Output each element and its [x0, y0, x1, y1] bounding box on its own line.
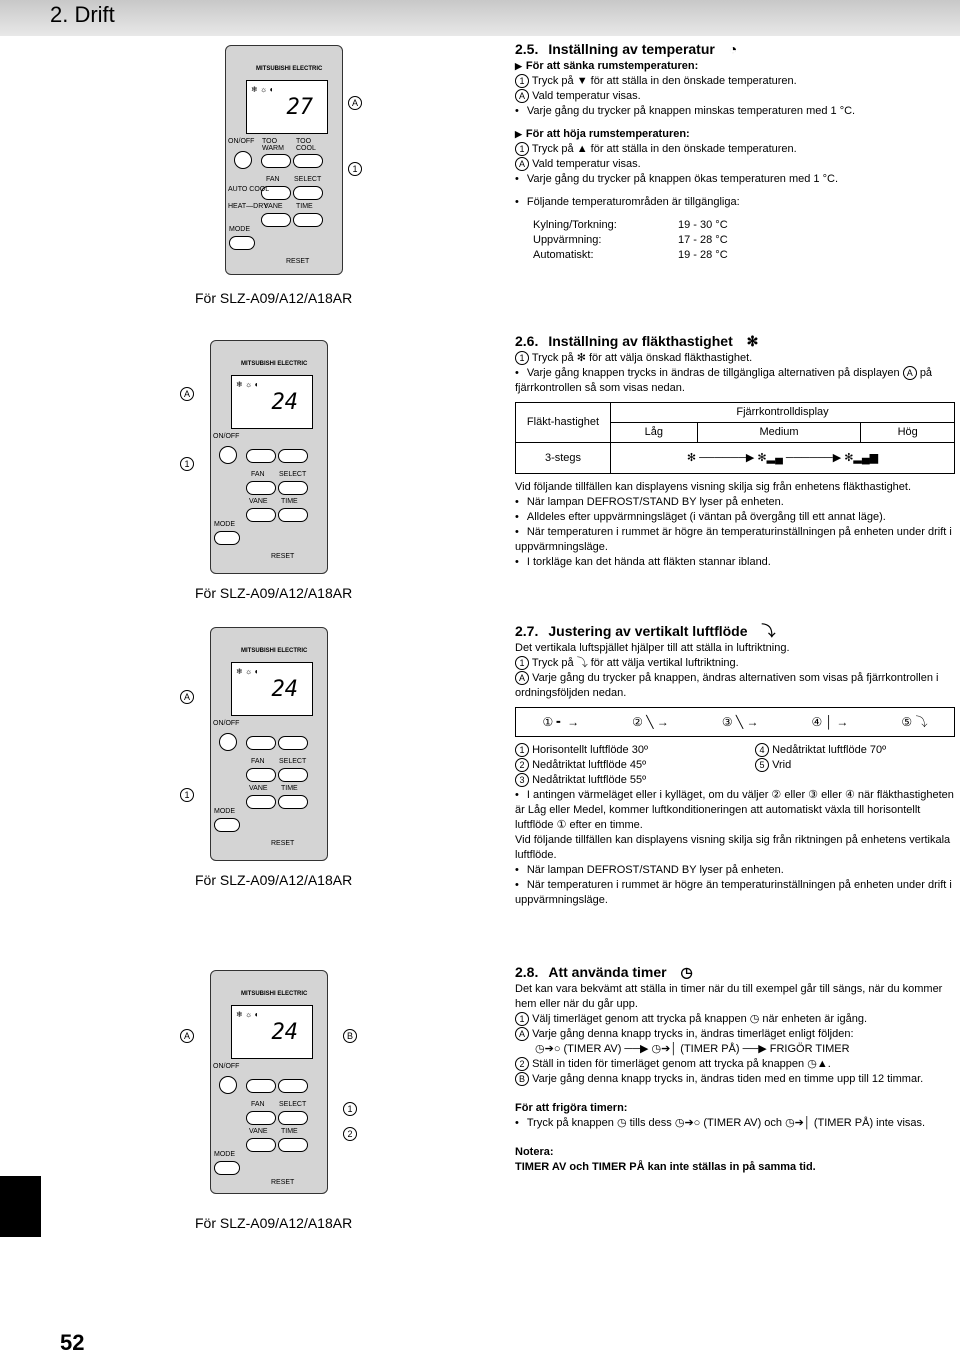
step-text: för att välja vertikal luftriktning. [590, 657, 739, 669]
auto-cool-label: AUTO COOL [228, 186, 270, 193]
lcd-temperature: 24 [271, 390, 298, 415]
brand-logo: MITSUBISHI ELECTRIC [256, 66, 323, 72]
heat-dry-label: HEAT—DRY [228, 203, 268, 210]
page-title: 2. Drift [50, 2, 115, 27]
lcd-temperature: 27 [286, 95, 313, 120]
step-text: för att ställa in den önskade temperaturen. [590, 75, 797, 87]
step-text: Tryck på [531, 143, 574, 155]
on-off-button[interactable] [219, 446, 237, 464]
step-a-icon: A [515, 1027, 529, 1041]
reset-label: RESET [286, 258, 310, 265]
on-off-button[interactable] [234, 151, 252, 169]
table-header: Fjärrkontrolldisplay [611, 403, 955, 423]
lcd-icons: ❄ ☼ ◐ [251, 85, 275, 94]
brand-logo: MITSUBISHI ELECTRIC [241, 648, 308, 654]
note: Vid följande tillfällen kan displayens visning skilja sig från riktningen på enhetens vertikala luftflöde. [515, 834, 951, 861]
mode-label: MODE [229, 226, 250, 233]
marker-1: 1 [180, 786, 194, 802]
position-text: Nedåtriktat luftflöde 45º [532, 759, 647, 771]
brand-logo: MITSUBISHI ELECTRIC [241, 361, 308, 367]
step-text: Tryck på [531, 657, 574, 669]
table-header: Fläkt-hastighet [516, 403, 611, 443]
fan-label: FAN [251, 1101, 265, 1108]
step-text: för att ställa in den önskade temperaturen. [590, 143, 797, 155]
remote-control [210, 970, 328, 1194]
remote-figure-2 [180, 335, 480, 605]
temp-ranges [533, 218, 955, 263]
time-label: TIME [281, 785, 298, 792]
vane-sequence: ① ╸ → ② ╲ → ③ ╲ → ④ │ → ⑤ ⤵ [515, 707, 955, 737]
vane-button-icon: ⤵ [576, 657, 588, 669]
section-number: 2.6. [515, 333, 539, 349]
release-title: För att frigöra timern: [515, 1102, 628, 1114]
on-off-label: ON/OFF [213, 720, 240, 727]
section-number: 2.8. [515, 964, 539, 980]
brand-logo: MITSUBISHI ELECTRIC [241, 991, 308, 997]
step-text: Vald temperatur visas. [532, 90, 641, 102]
section-heading: Inställning av temperatur [548, 41, 715, 57]
lower-title: ▶ För att sänka rumstemperaturen: [515, 59, 955, 74]
on-off-button[interactable] [219, 733, 237, 751]
temp-up-icon: ▲ [576, 143, 588, 155]
temp-up-button[interactable] [278, 1079, 308, 1093]
table-cell: Hög [861, 423, 955, 443]
fan-button[interactable] [246, 1111, 276, 1125]
mode-label: MODE [214, 808, 235, 815]
section-2-5 [515, 42, 955, 263]
bullet: • När lampan DEFROST/STAND BY lyser på enheten. [515, 863, 955, 878]
range-row: Automatiskt: 19 - 28 °C [533, 249, 728, 261]
too-warm-label-2: WARM [262, 145, 284, 152]
step-text: Ställ in tiden för timerläget genom att trycka på knappen [532, 1058, 805, 1070]
table-cell: 3-stegs [516, 443, 611, 474]
remote-caption: För SLZ-A09/A12/A18AR [195, 872, 353, 888]
note: TIMER AV och TIMER PÅ kan inte ställas in på samma tid. [515, 1161, 816, 1173]
bullet: • När temperaturen i rummet är högre än temperaturinställningen på enheten under drift i uppvärmningsläge. [515, 525, 955, 555]
fan-button-icon: ✻ [576, 352, 586, 364]
marker-1: 1 [343, 1100, 357, 1116]
time-button[interactable] [278, 795, 308, 809]
intro: Det kan vara bekvämt att ställa in timer när du till exempel går till sängs, när du kommer hem eller när du går upp. [515, 983, 943, 1010]
time-label: TIME [296, 203, 313, 210]
bullet: • När temperaturen i rummet är högre än temperaturinställningen på enheten under drift i uppvärmningsläge. [515, 878, 955, 908]
timer-sequence: ◷➔○ (TIMER AV) ──▶ ◷➔│ (TIMER PÅ) ──▶ FRIGÖR TIMER [535, 1043, 850, 1055]
bullet: • Varje gång du trycker på knappen ökas temperaturen med 1 °C. [515, 172, 955, 187]
vane-label: VANE [249, 785, 268, 792]
page-number: 52 [60, 1330, 85, 1355]
select-button-icon: ◷ [749, 1013, 760, 1025]
mode-label: MODE [214, 521, 235, 528]
section-heading: Justering av vertikalt luftflöde [548, 623, 748, 639]
remote-caption: För SLZ-A09/A12/A18AR [195, 290, 353, 306]
vane-icon: ⤵ [761, 623, 776, 639]
vane-button[interactable] [246, 1138, 276, 1152]
fan-label: FAN [251, 471, 265, 478]
bullet-text: på fjärrkontrollen så som visas nedan. [515, 367, 933, 394]
select-label: SELECT [279, 758, 307, 765]
reset-label: RESET [271, 553, 295, 560]
intro: Det vertikala luftspjället hjälper till att ställa in luftriktning. [515, 642, 790, 654]
step-a-icon: A [515, 89, 529, 103]
on-off-label: ON/OFF [213, 1063, 240, 1070]
section-heading: Inställning av fläkthastighet [548, 333, 733, 349]
reset-label: RESET [271, 840, 295, 847]
temp-down-button[interactable] [246, 736, 276, 750]
vane-label: VANE [249, 498, 268, 505]
time-button[interactable] [293, 213, 323, 227]
step-text: Varje gång du trycker på knappen, ändras alternativen som visas på fjärrkontrollen i ordningsföljden nedan. [515, 672, 939, 699]
step-text: Välj timerläget genom att trycka på knappen [532, 1013, 747, 1025]
section-number: 2.7. [515, 623, 539, 639]
time-button-icon: ◷▲ [807, 1058, 828, 1070]
step-1-icon: 1 [515, 656, 529, 670]
fan-sequence: ✻ ──────▶ ✻▂▄ ──────▶ ✻▂▄▆ [611, 443, 955, 474]
position-text: Nedåtriktat luftflöde 70º [772, 744, 887, 756]
too-cool-label-1: TOO [296, 138, 312, 145]
step-a-icon: A [515, 157, 529, 171]
lcd-display [231, 375, 313, 429]
remote-control [210, 627, 328, 861]
step-1-icon: 1 [515, 74, 529, 88]
time-button[interactable] [278, 508, 308, 522]
bullet: • När lampan DEFROST/STAND BY lyser på enheten. [515, 495, 955, 510]
vane-button[interactable] [246, 508, 276, 522]
vane-button[interactable] [246, 795, 276, 809]
fan-button[interactable] [246, 481, 276, 495]
too-warm-label-1: TOO [262, 138, 278, 145]
note: Vid följande tillfällen kan displayens visning skilja sig från enhetens fläkthastighet. [515, 481, 912, 493]
time-button[interactable] [278, 1138, 308, 1152]
section-number: 2.5. [515, 41, 539, 57]
reset-label: RESET [271, 1179, 295, 1186]
select-button[interactable] [278, 481, 308, 495]
select-label: SELECT [279, 1101, 307, 1108]
step-a-icon: A [515, 671, 529, 685]
temp-up-button[interactable] [278, 449, 308, 463]
mode-button[interactable] [214, 531, 240, 545]
on-off-button[interactable] [219, 1076, 237, 1094]
note-title: Notera: [515, 1146, 554, 1158]
lcd-icons: ❄ ☼ ◐ [236, 1010, 260, 1019]
marker-B: B [343, 1027, 357, 1043]
step-b-icon: B [515, 1072, 529, 1086]
position-text: Vrid [772, 759, 792, 771]
temp-up-button[interactable] [278, 736, 308, 750]
marker-1: 1 [180, 455, 194, 471]
mode-button[interactable] [229, 236, 255, 250]
marker-2: 2 [343, 1125, 357, 1141]
remote-figure-1 [180, 40, 480, 310]
temp-up-button[interactable] [293, 154, 323, 168]
bullet: • I torkläge kan det hända att fläkten stannar ibland. [515, 555, 955, 570]
range-row: Uppvärmning: 17 - 28 °C [533, 234, 728, 246]
lcd-display [246, 80, 328, 134]
mode-button[interactable] [214, 1161, 240, 1175]
remote-figure-3 [180, 622, 480, 892]
fan-label: FAN [266, 176, 280, 183]
step-1-icon: 1 [515, 1012, 529, 1026]
lcd-display [231, 1005, 313, 1059]
marker-A: A [180, 385, 194, 401]
temp-down-button[interactable] [246, 1079, 276, 1093]
step-text: Varje gång denna knapp trycks in, ändras tiden med en timme upp till 12 timmar. [532, 1073, 924, 1085]
step-text: Tryck på [531, 352, 574, 364]
on-off-label: ON/OFF [213, 433, 240, 440]
position-text: Nedåtriktat luftflöde 55º [532, 774, 647, 786]
lcd-icons: ❄ ☼ ◐ [236, 380, 260, 389]
select-label: SELECT [294, 176, 322, 183]
raise-title: ▶ För att höja rumstemperaturen: [515, 127, 955, 142]
vane-button[interactable] [261, 213, 291, 227]
side-tab-marker [0, 1176, 41, 1237]
temp-down-button[interactable] [261, 154, 291, 168]
bullet: • Följande temperaturområden är tillgängliga: [515, 195, 955, 210]
select-button[interactable] [293, 186, 323, 200]
remote-control [225, 45, 343, 275]
step-text: Varje gång denna knapp trycks in, ändras timerläget enligt följden: [532, 1028, 854, 1040]
step-text: när enheten är igång. [762, 1013, 868, 1025]
temp-down-icon: ▼ [576, 75, 588, 87]
range-row: Kylning/Torkning: 19 - 30 °C [533, 219, 728, 231]
lcd-temperature: 24 [271, 1020, 298, 1045]
remote-control [210, 340, 328, 574]
bullet: • Alldeles efter uppvärmningsläget (i väntan på övergång till ett annat läge). [515, 510, 955, 525]
marker-A: A [180, 688, 194, 704]
temp-down-button[interactable] [246, 449, 276, 463]
fan-label: FAN [251, 758, 265, 765]
lcd-temperature: 24 [271, 677, 298, 702]
bullet: • I antingen värmeläget eller i kylläget, om du väljer ② eller ③ eller ④ när fläkthastigheten är Låg eller Medel, kommer luftkonditioneringen att automatiskt växla till horisontellt luftflöde ① efter en timme. [515, 788, 955, 833]
fan-button[interactable] [246, 768, 276, 782]
vane-label: VANE [249, 1128, 268, 1135]
bullet-text: Varje gång knappen trycks in ändras de tillgängliga alternativen på displayen [526, 367, 900, 379]
time-label: TIME [281, 498, 298, 505]
select-label: SELECT [279, 471, 307, 478]
step-1-icon: 1 [515, 142, 529, 156]
step-text: för att välja önskad fläkthastighet. [588, 352, 753, 364]
step-text: Vald temperatur visas. [532, 158, 641, 170]
fan-speed-table [515, 402, 955, 474]
vane-positions: 1 Horisontellt luftflöde 30º 4 Nedåtriktat luftflöde 70º 2 Nedåtriktat luftflöde 45º 5 Vrid 3 Nedåtriktat luftflöde 55º [515, 743, 955, 788]
select-button[interactable] [278, 1111, 308, 1125]
marker-A: A [180, 1027, 194, 1043]
table-cell: Låg [611, 423, 698, 443]
section-2-7 [515, 624, 955, 908]
remote-caption: För SLZ-A09/A12/A18AR [195, 1215, 353, 1231]
marker-1: 1 [348, 160, 362, 176]
step-text: Tryck på [531, 75, 574, 87]
vane-label: VANE [264, 203, 283, 210]
section-2-6: 2.6. Inställning av fläkthastighet ✻ 1 Tryck på ✻ för att välja önskad fläkthastighet. • Varje gång knappen trycks in ändras de tillgängliga alternativen på displayen A på fjärrkontrollen så som visas nedan. Fläkt-hastighet Fjärrkontrolldisplay Låg Medium Hög 3-stegs ✻ ──────▶ ✻▂▄ ──────▶ ✻▂▄▆ Vid följande tillfällen kan displayens visning skilja sig från enhetens fläkthastighet. • När lampan DEFROST/STAND BY lyser på enheten. • Alldeles efter uppvärmningsläget (i väntan på övergång till ett annat läge). • När temperaturen i rummet är högre än temperaturinställningen på enheten under drift i uppvärmningsläge. • I torkläge kan det hända att fläkten stannar ibland. [515, 334, 955, 570]
clock-icon: ◷ [680, 964, 693, 980]
mode-label: MODE [214, 1151, 235, 1158]
marker-A: A [348, 94, 362, 110]
remote-figure-4 [180, 965, 480, 1235]
too-cool-label-2: COOL [296, 145, 316, 152]
section-2-8: 2.8. Att använda timer ◷ Det kan vara bekvämt att ställa in timer när du till exempel går till sängs, när du kommer hem eller när du går upp. 1 Välj timerläget genom att trycka på knappen ◷ när enheten är igång. A Varje gång denna knapp trycks in, ändras timerläget enligt följden: ◷➔○ (TIMER AV) ──▶ ◷➔│ (TIMER PÅ) ──▶ FRIGÖR TIMER 2 Ställ in tiden för timerläget genom att trycka på knappen ◷▲. B Varje gång denna knapp trycks in, ändras tiden med en timme upp till 12 timmar. För att frigöra timern: • Tryck på knappen ◷ tills dess ◷➔○ (TIMER AV) och ◷➔│ (TIMER PÅ) inte visas. Notera: TIMER AV och TIMER PÅ kan inte ställas in på samma tid. [515, 965, 955, 1175]
time-label: TIME [281, 1128, 298, 1135]
thermometer-icon: ◔ [728, 41, 738, 57]
section-heading: Att använda timer [548, 964, 667, 980]
on-off-label: ON/OFF [228, 138, 255, 145]
bullet: • Varje gång du trycker på knappen minskas temperaturen med 1 °C. [515, 104, 955, 119]
lcd-display [231, 662, 313, 716]
remote-caption: För SLZ-A09/A12/A18AR [195, 585, 353, 601]
step-1-icon: 1 [515, 351, 529, 365]
lcd-icons: ❄ ☼ ◐ [236, 667, 260, 676]
header-bar [0, 0, 960, 36]
table-cell: Medium [697, 423, 861, 443]
mode-button[interactable] [214, 818, 240, 832]
step-2-icon: 2 [515, 1057, 529, 1071]
position-text: Horisontellt luftflöde 30º [532, 744, 648, 756]
select-button[interactable] [278, 768, 308, 782]
fan-icon: ✻ [746, 333, 759, 349]
